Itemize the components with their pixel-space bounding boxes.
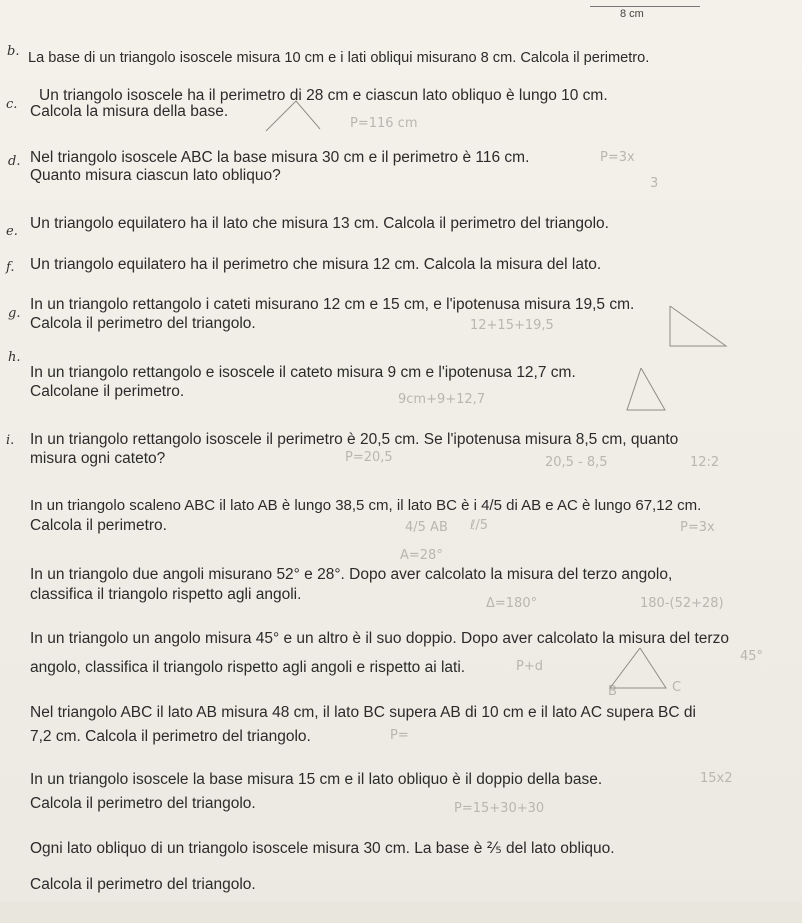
pencil-note: 45° <box>740 649 764 664</box>
exercise-text-line: Calcolane il perimetro. <box>30 383 185 400</box>
pencil-note: B <box>608 684 617 699</box>
pencil-note: 4/5 AB <box>405 520 448 535</box>
exercise-text-line: Un triangolo isoscele ha il perimetro di 28 cm e ciascun lato obliquo è lungo 10 cm. <box>39 87 608 104</box>
pencil-note: A=28° <box>400 548 443 563</box>
exercise-marker-i: i. <box>6 433 15 448</box>
pencil-note: 12:2 <box>690 455 720 470</box>
pencil-note: P=20,5 <box>345 450 393 465</box>
exercise-marker-c: c. <box>6 97 18 112</box>
pencil-note: P+d <box>516 659 543 674</box>
pencil-note: P= <box>390 728 409 743</box>
triangle-sketch <box>258 95 338 135</box>
pencil-note: 9cm+9+12,7 <box>398 392 486 407</box>
pencil-note: 180-(52+28) <box>640 596 724 611</box>
pencil-note: P=116 cm <box>350 116 418 131</box>
exercise-marker-d: d. <box>8 154 21 169</box>
exercise-text-line: classifica il triangolo rispetto agli angoli. <box>30 586 302 603</box>
exercise-marker-b: b. <box>7 44 20 59</box>
pencil-note: Δ=180° <box>486 596 538 611</box>
exercise-text-line: Calcola il perimetro del triangolo. <box>30 876 256 893</box>
pencil-note: 20,5 - 8,5 <box>545 455 608 470</box>
exercise-text-line: Calcola il perimetro del triangolo. <box>30 315 256 332</box>
exercise-text-line: In un triangolo isoscele la base misura 15 cm e il lato obliquo è il doppio della base. <box>30 771 603 788</box>
exercise-text-line: Quanto misura ciascun lato obliquo? <box>30 167 281 184</box>
exercise-text-line: Ogni lato obliquo di un triangolo isoscele misura 30 cm. La base è ⅖ del lato obliquo. <box>30 840 615 857</box>
exercise-text-line: 7,2 cm. Calcola il perimetro del triangolo. <box>30 728 311 745</box>
exercise-text-line: In un triangolo rettangolo e isoscele il cateto misura 9 cm e l'ipotenusa 12,7 cm. <box>30 364 576 381</box>
exercise-text-line: Nel triangolo ABC il lato AB misura 48 cm, il lato BC supera AB di 10 cm e il lato AC supera BC di <box>30 704 696 721</box>
exercise-text-line: In un triangolo rettangolo i cateti misurano 12 cm e 15 cm, e l'ipotenusa misura 19,5 cm. <box>30 296 635 313</box>
exercise-text-line: Un triangolo equilatero ha il perimetro che misura 12 cm. Calcola la misura del lato. <box>30 256 602 273</box>
exercise-marker-f: f. <box>6 260 15 275</box>
pencil-note: P=15+30+30 <box>454 801 545 816</box>
exercise-text-line: Un triangolo equilatero ha il lato che misura 13 cm. Calcola il perimetro del triangolo. <box>30 215 609 232</box>
triangle-sketch <box>660 300 740 360</box>
exercise-marker-e: e. <box>6 224 18 239</box>
exercise-text-line: Calcola la misura della base. <box>30 103 229 120</box>
margin-rule <box>590 6 700 7</box>
page-bottom-edge <box>0 902 802 923</box>
exercise-marker-g: g. <box>8 306 21 321</box>
exercise-text-line: Calcola il perimetro. <box>30 517 167 534</box>
pencil-note: C <box>672 680 682 695</box>
triangle-sketch <box>600 640 680 700</box>
pencil-note: P=3x <box>600 150 635 165</box>
exercise-text-line: In un triangolo rettangolo isoscele il perimetro è 20,5 cm. Se l'ipotenusa misura 8,5 cm, quanto <box>30 431 679 448</box>
exercise-text-line: In un triangolo un angolo misura 45° e un altro è il suo doppio. Dopo aver calcolato la misura del terzo <box>30 630 729 647</box>
pencil-note: 15x2 <box>700 771 733 786</box>
margin-note: 8 cm <box>620 8 644 20</box>
pencil-note: 3 <box>650 176 659 191</box>
exercise-text-line: angolo, classifica il triangolo rispetto agli angoli e rispetto ai lati. <box>30 659 466 676</box>
exercise-text-line: misura ogni cateto? <box>30 450 166 467</box>
triangle-sketch <box>615 360 675 420</box>
exercise-text-line: In un triangolo scaleno ABC il lato AB è lungo 38,5 cm, il lato BC è i 4/5 di AB e AC è lungo 67,12 cm. <box>30 497 702 514</box>
exercise-text-line: In un triangolo due angoli misurano 52° e 28°. Dopo aver calcolato la misura del terzo angolo, <box>30 566 673 583</box>
exercise-text-line: La base di un triangolo isoscele misura 10 cm e i lati obliqui misurano 8 cm. Calcola il perimetro. <box>28 50 650 66</box>
exercise-text-line: Nel triangolo isoscele ABC la base misura 30 cm e il perimetro è 116 cm. <box>30 149 530 166</box>
exercise-marker-h: h. <box>8 350 21 365</box>
pencil-note: 12+15+19,5 <box>470 318 554 333</box>
pencil-note: P=3x <box>680 520 715 535</box>
pencil-note: ℓ/5 <box>470 518 489 533</box>
exercise-text-line: Calcola il perimetro del triangolo. <box>30 795 256 812</box>
